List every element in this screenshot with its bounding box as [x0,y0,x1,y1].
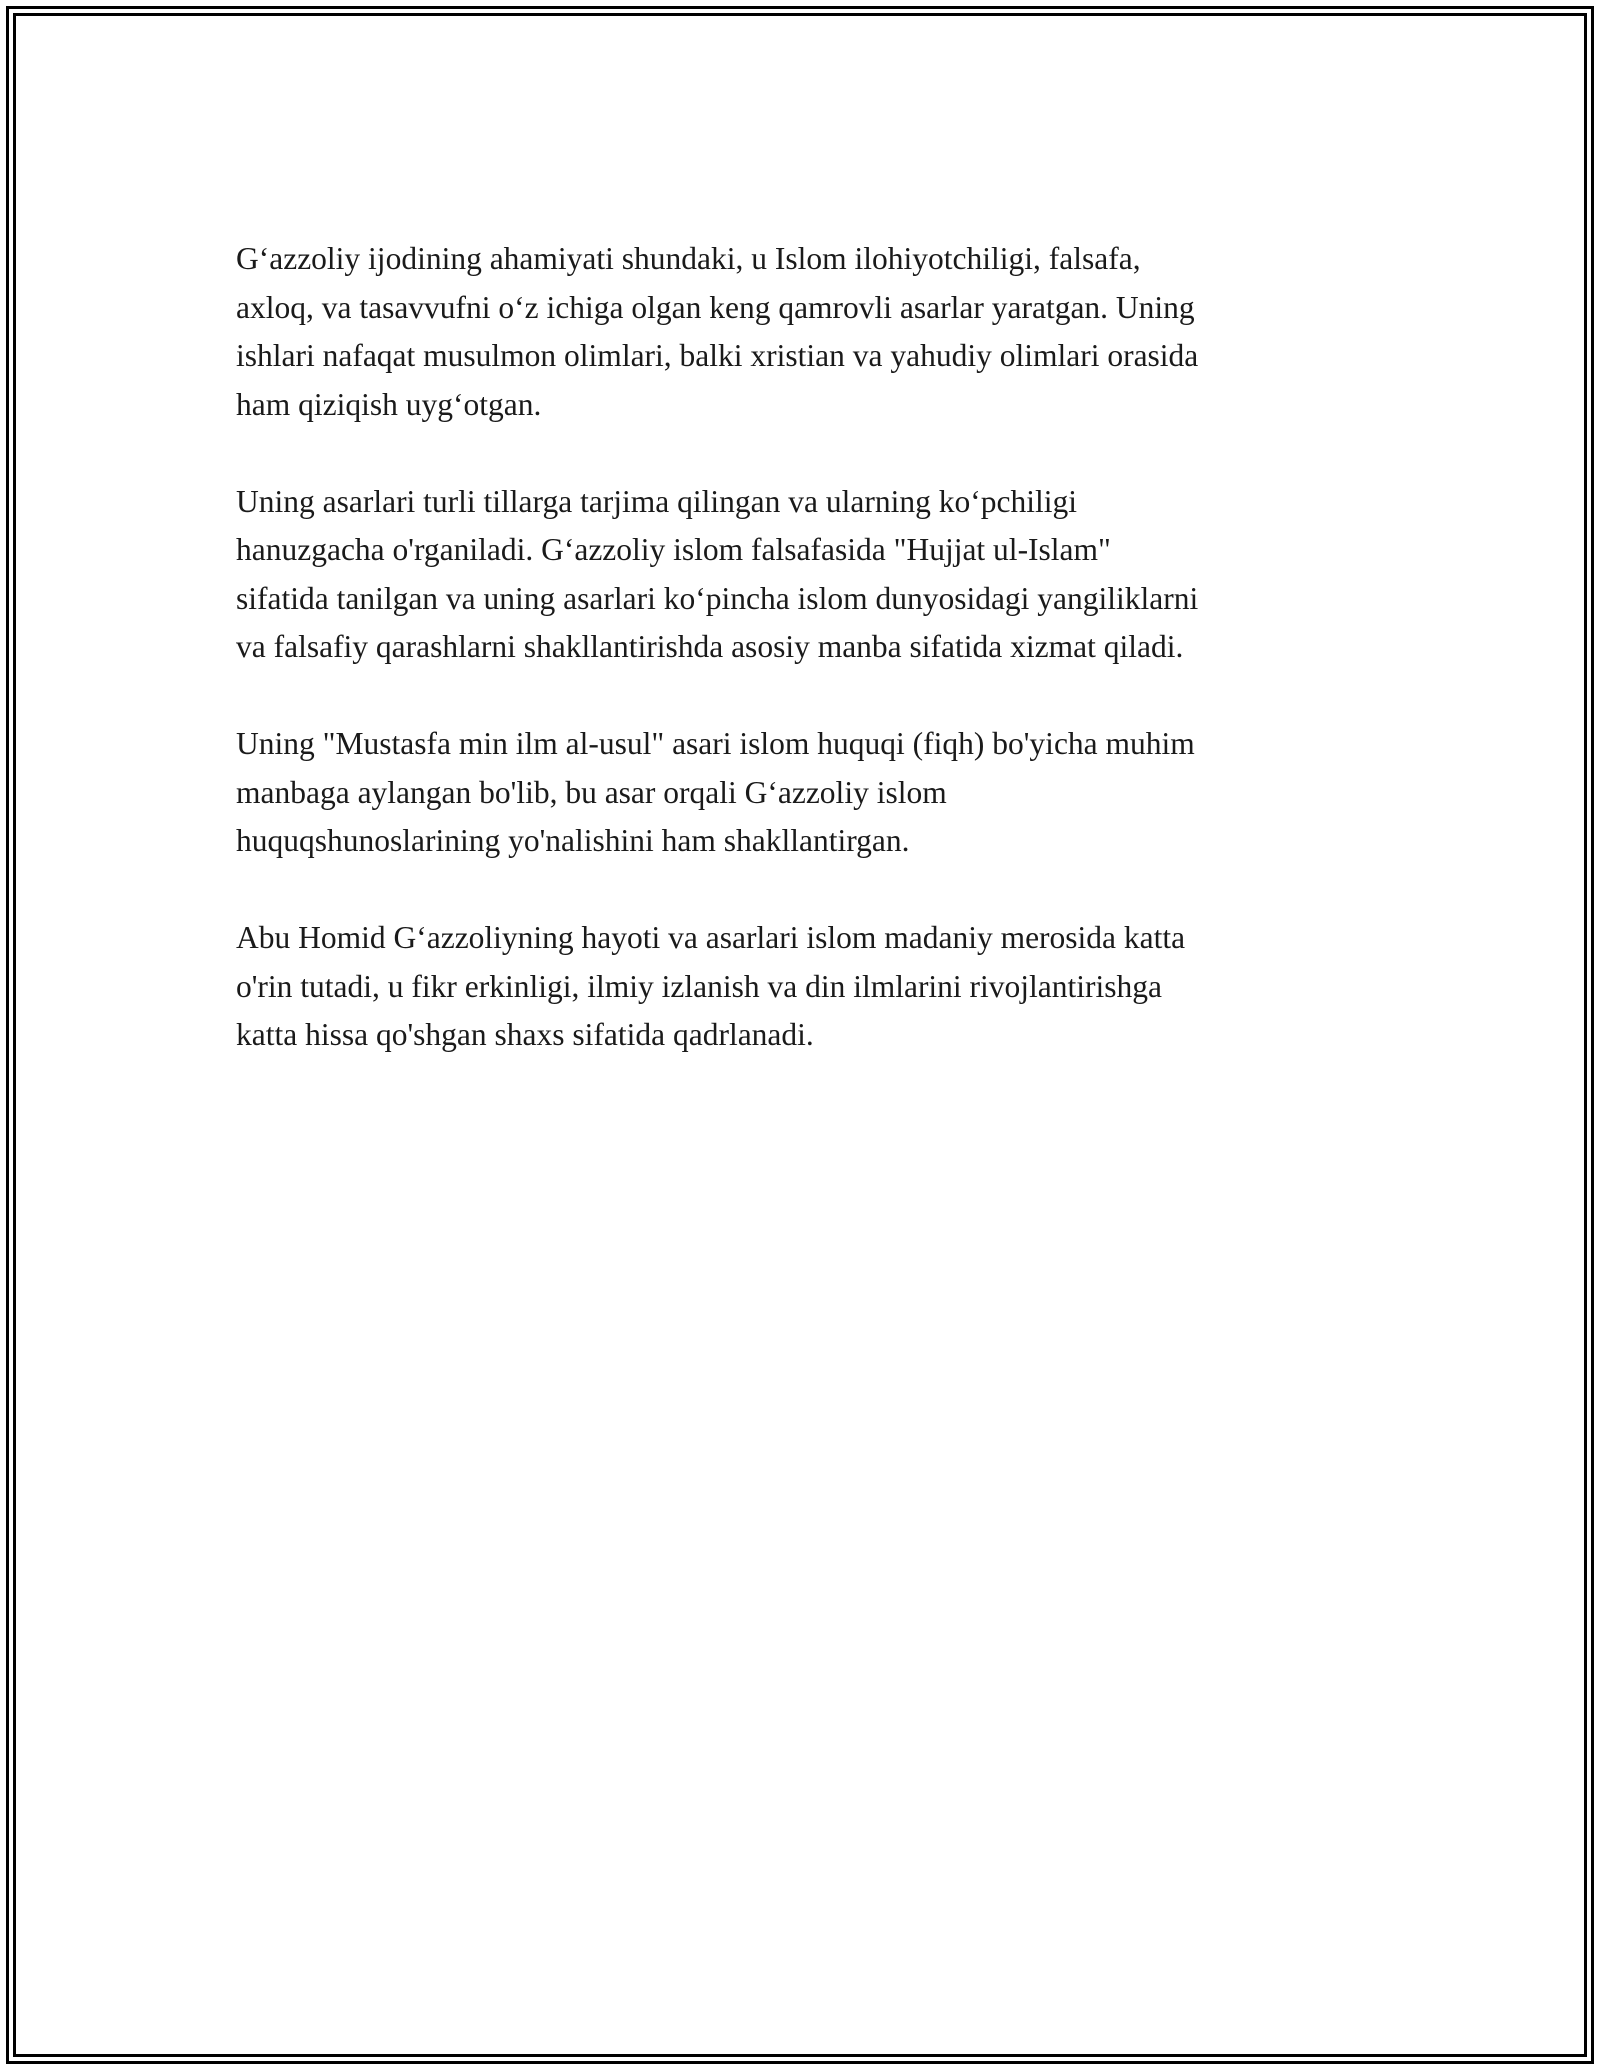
paragraph-3: Uning "Mustasfa min ilm al-usul" asari islom huquqi (fiqh) bo'yicha muhim manbaga aylangan bo'lib, bu asar orqali G‘azzoliy islom huquqshunoslarining yo'nalishini ham shakllantirgan. [236,726,1195,858]
document-body [236,235,1366,1108]
paragraph-1: G‘azzoliy ijodining ahamiyati shundaki, u Islom ilohiyotchiligi, falsafa, axloq, va tasavvufni o‘z ichiga olgan keng qamrovli asarlar yaratgan. Uning ishlari nafaqat musulmon olimlari, balki xristian va yahudiy olimlari orasida ham qiziqish uyg‘otgan. [236,241,1199,422]
paragraph-4: Abu Homid G‘azzoliyning hayoti va asarlari islom madaniy merosida katta o'rin tutadi, u fikr erkinligi, ilmiy izlanish va din ilmlarini rivojlantirishga katta hissa qo'shgan shaxs sifatida qadrlanadi. [236,920,1186,1052]
paragraph-2: Uning asarlari turli tillarga tarjima qilingan va ularning ko‘pchiligi hanuzgacha o'rganiladi. G‘azzoliy islom falsafasida "Hujjat ul-Islam" sifatida tanilgan va uning asarlari ko‘pincha islom dunyosidagi yangiliklarni va falsafiy qarashlarni shakllantirishda asosiy manba sifatida xizmat qiladi. [236,483,1199,664]
